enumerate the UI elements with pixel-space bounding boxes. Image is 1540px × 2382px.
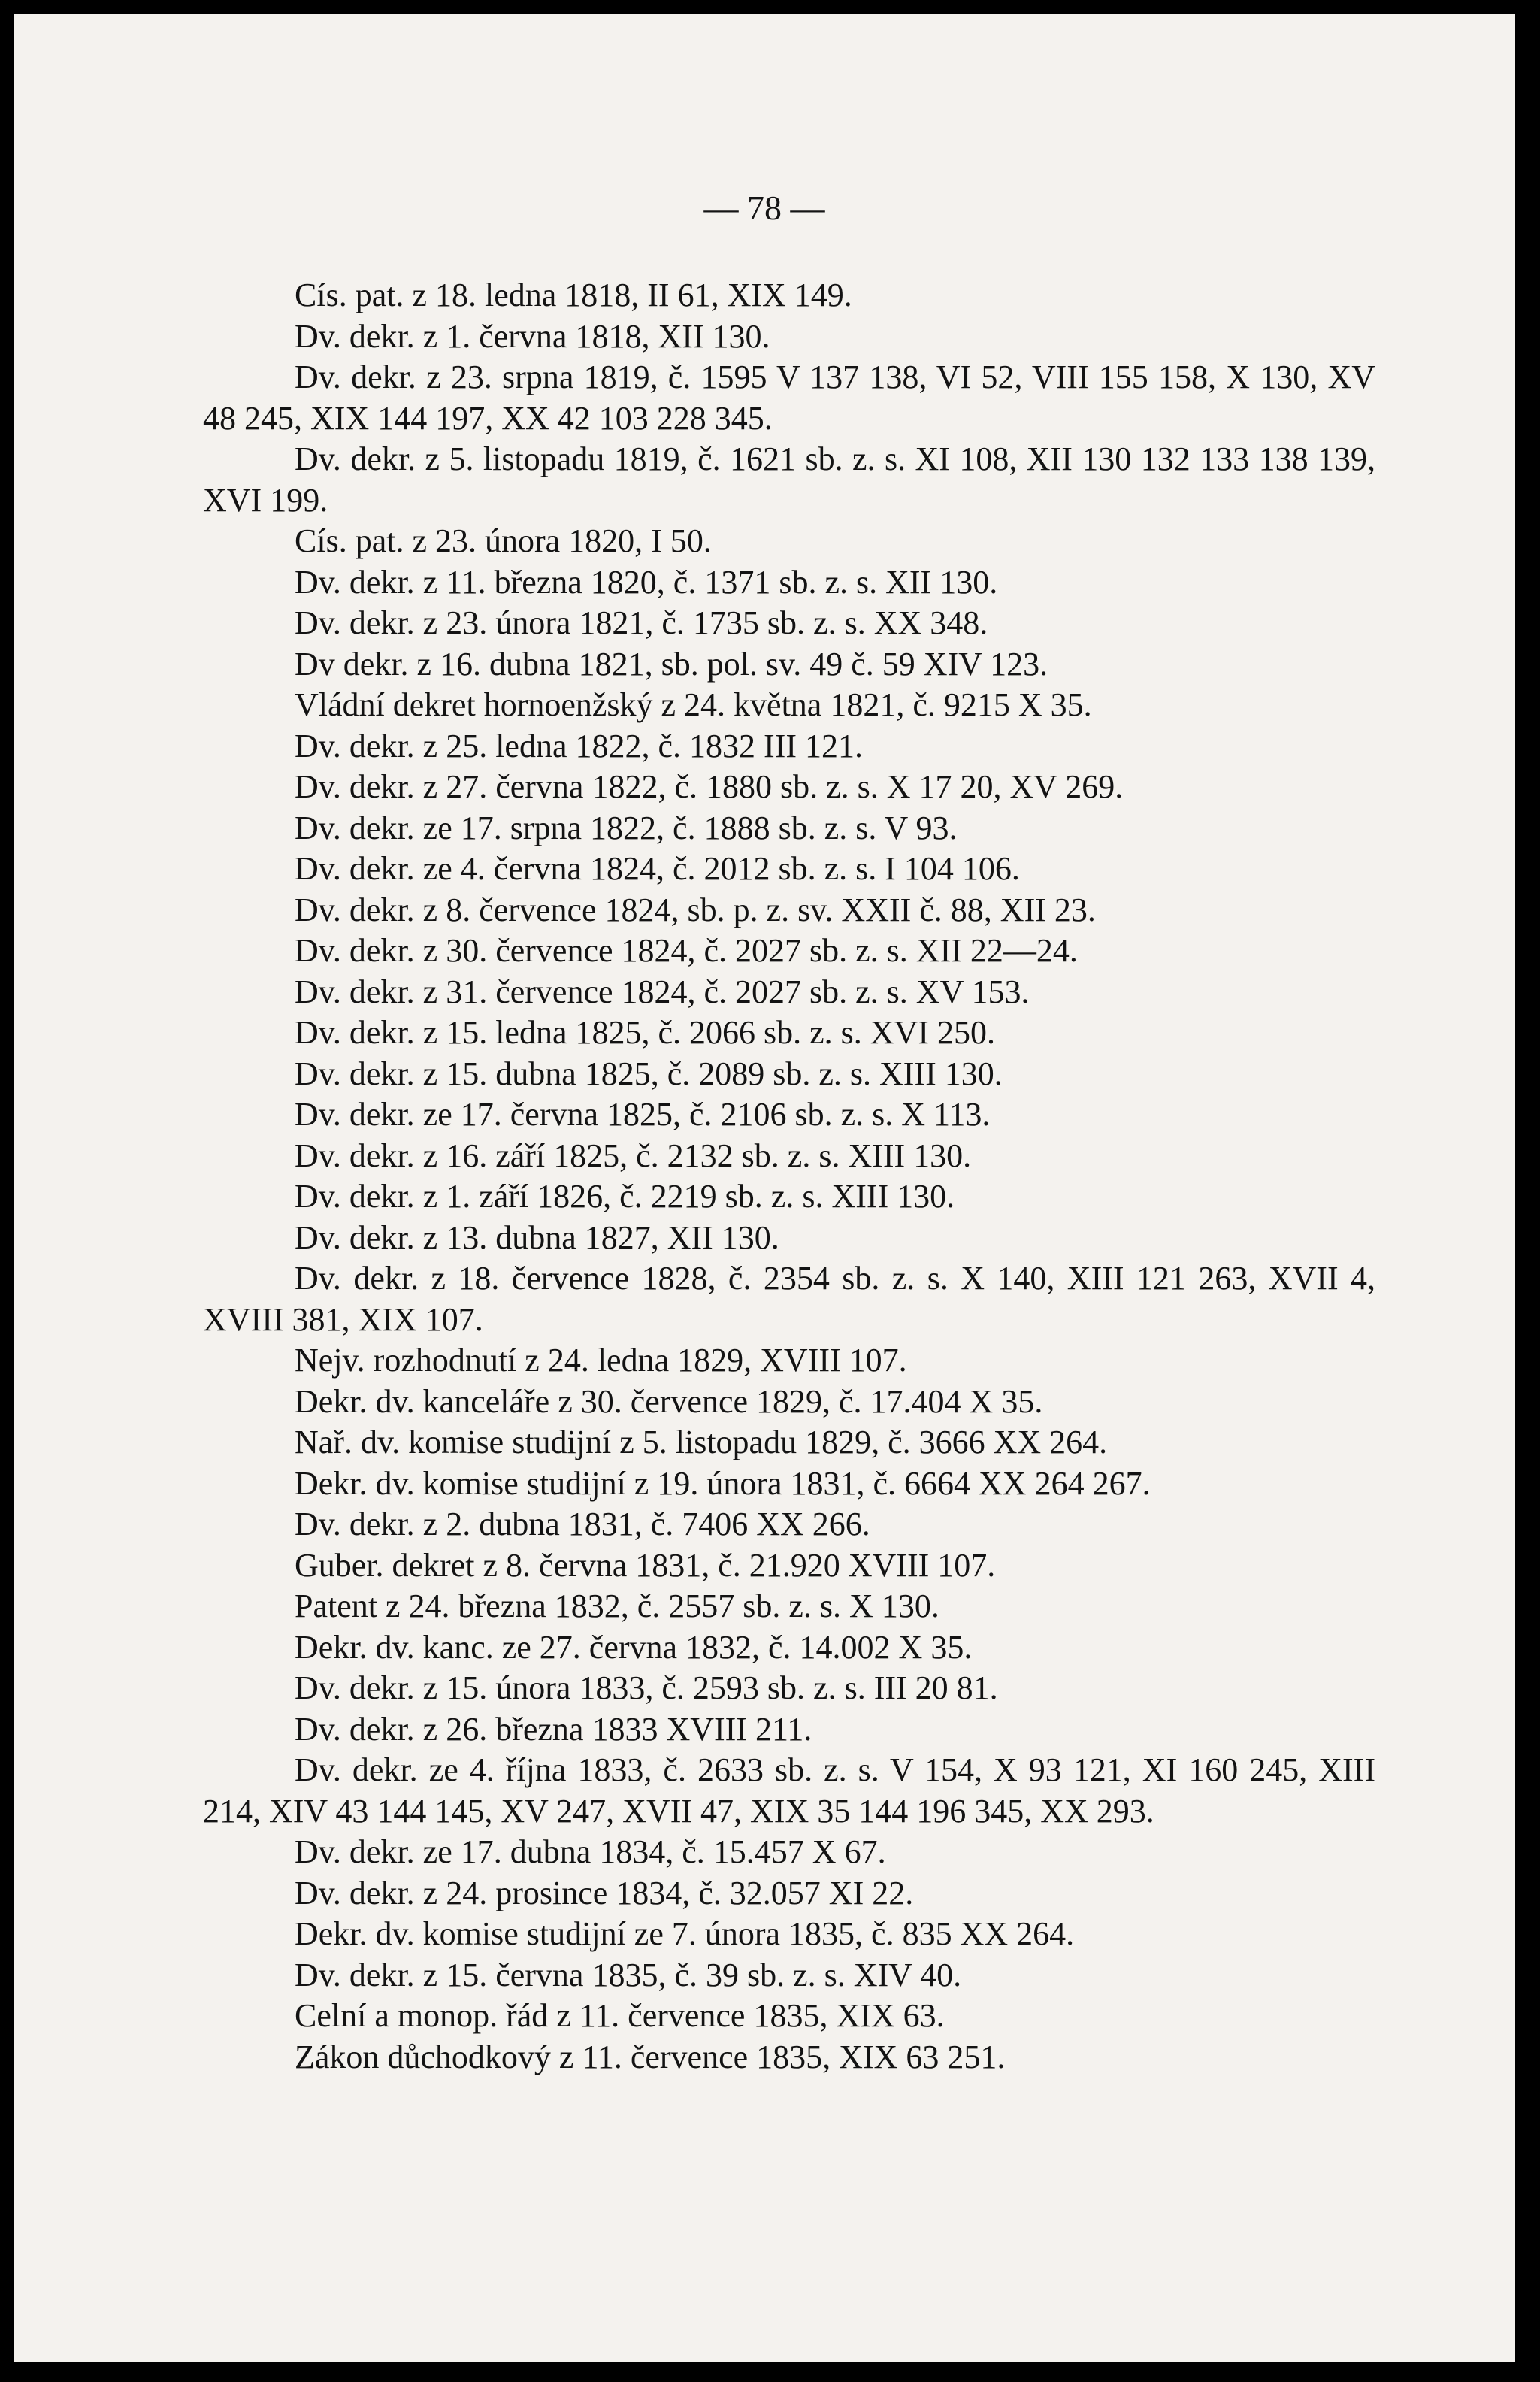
citation-entry: Dv. dekr. z 1. června 1818, XII 130. bbox=[295, 317, 770, 355]
citation-entry: Dv. dekr. z 27. června 1822, č. 1880 sb. z. s. X 17 20, XV 269. bbox=[295, 768, 1124, 805]
citation-entry: Dv. dekr. z 5. listopadu 1819, č. 1621 sb. z. s. XI 108, XII 130 132 133 138 139, XVI 199. bbox=[203, 440, 1375, 519]
citation-entry: Guber. dekret z 8. června 1831, č. 21.920 XVIII 107. bbox=[295, 1546, 996, 1584]
citation-entry: Dv. dekr. z 18. července 1828, č. 2354 sb. z. s. X 140, XIII 121 263, XVII 4, XVIII 381, XIX 107. bbox=[203, 1260, 1375, 1338]
citation-entry: Dv. dekr. z 23. února 1821, č. 1735 sb. z. s. XX 348. bbox=[295, 604, 988, 641]
citation-entry: Dv. dekr. z 15. dubna 1825, č. 2089 sb. z. s. XIII 130. bbox=[295, 1055, 1003, 1092]
citation-entry: Dekr. dv. komise studijní ze 7. února 1835, č. 835 XX 264. bbox=[295, 1915, 1075, 1952]
citation-entry: Patent z 24. března 1832, č. 2557 sb. z. s. X 130. bbox=[295, 1587, 939, 1624]
citation-entry: Dv. dekr. z 26. března 1833 XVIII 211. bbox=[295, 1710, 812, 1748]
citation-entry: Celní a monop. řád z 11. července 1835, XIX 63. bbox=[295, 1997, 945, 2034]
book-page bbox=[14, 14, 1515, 2362]
citation-entry: Dv. dekr. z 30. července 1824, č. 2027 sb. z. s. XII 22—24. bbox=[295, 932, 1078, 969]
citation-entry: Dv. dekr. z 15. února 1833, č. 2593 sb. z. s. III 20 81. bbox=[295, 1669, 998, 1706]
citation-entry: Dv. dekr. z 25. ledna 1822, č. 1832 III 121. bbox=[295, 727, 863, 764]
citation-entry: Dv. dekr. ze 17. června 1825, č. 2106 sb. z. s. X 113. bbox=[295, 1096, 991, 1133]
citation-entry: Dekr. dv. kanceláře z 30. července 1829, č. 17.404 X 35. bbox=[295, 1382, 1043, 1420]
citation-entry: Dv. dekr. z 23. srpna 1819, č. 1595 V 137 138, VI 52, VIII 155 158, X 130, XV 48 245, XIX 144 197, XX 42 103 228 345. bbox=[203, 359, 1375, 437]
citation-entry: Dv. dekr. z 15. ledna 1825, č. 2066 sb. z. s. XVI 250. bbox=[295, 1014, 995, 1051]
citation-entry: Cís. pat. z 23. února 1820, I 50. bbox=[295, 522, 712, 559]
citation-entry: Dv. dekr. ze 17. srpna 1822, č. 1888 sb. z. s. V 93. bbox=[295, 809, 958, 846]
citation-entry: Dv. dekr. z 2. dubna 1831, č. 7406 XX 266. bbox=[295, 1506, 870, 1542]
citation-entry: Dv. dekr. z 31. července 1824, č. 2027 sb. z. s. XV 153. bbox=[295, 973, 1030, 1010]
citation-entry: Nejv. rozhodnutí z 24. ledna 1829, XVIII 107. bbox=[295, 1342, 907, 1379]
citation-entry: Dv. dekr. z 1. září 1826, č. 2219 sb. z. s. XIII 130. bbox=[295, 1178, 955, 1215]
citation-entry: Dekr. dv. kanc. ze 27. června 1832, č. 14.002 X 35. bbox=[295, 1628, 973, 1666]
citation-entry: Dv. dekr. ze 4. října 1833, č. 2633 sb. z. s. V 154, X 93 121, XI 160 245, XIII 214, XIV 43 144 145, XV 247, XVII 47, XIX 35 144 196 345, XX 293. bbox=[203, 1751, 1375, 1830]
citation-entry: Nař. dv. komise studijní z 5. listopadu 1829, č. 3666 XX 264. bbox=[295, 1424, 1108, 1460]
citation-entry: Dv. dekr. ze 17. dubna 1834, č. 15.457 X 67. bbox=[295, 1833, 886, 1870]
citation-entry: Dv. dekr. z 11. března 1820, č. 1371 sb. z. s. XII 130. bbox=[295, 563, 998, 601]
citation-entry: Dv. dekr. z 24. prosince 1834, č. 32.057 XI 22. bbox=[295, 1874, 914, 1911]
citation-entry: Vládní dekret hornoenžský z 24. května 1821, č. 9215 X 35. bbox=[295, 686, 1092, 723]
citation-entry: Dv dekr. z 16. dubna 1821, sb. pol. sv. 49 č. 59 XIV 123. bbox=[295, 645, 1048, 683]
citation-entry: Dv. dekr. z 15. června 1835, č. 39 sb. z. s. XIV 40. bbox=[295, 1956, 962, 1993]
citation-entry: Dv. dekr. ze 4. června 1824, č. 2012 sb. z. s. I 104 106. bbox=[295, 850, 1020, 887]
citation-entry: Cís. pat. z 18. ledna 1818, II 61, XIX 149. bbox=[295, 277, 852, 313]
citation-entry: Zákon důchodkový z 11. července 1835, XIX 63 251. bbox=[295, 2038, 1006, 2075]
citation-entry: Dv. dekr. z 13. dubna 1827, XII 130. bbox=[295, 1218, 779, 1256]
citation-list bbox=[203, 275, 1375, 2078]
citation-entry: Dv. dekr. z 8. července 1824, sb. p. z. sv. XXII č. 88, XII 23. bbox=[295, 891, 1096, 928]
citation-entry: Dv. dekr. z 16. září 1825, č. 2132 sb. z. s. XIII 130. bbox=[295, 1137, 972, 1174]
page-number: — 78 — bbox=[703, 189, 825, 227]
citation-entry: Dekr. dv. komise studijní z 19. února 1831, č. 6664 XX 264 267. bbox=[295, 1464, 1151, 1502]
